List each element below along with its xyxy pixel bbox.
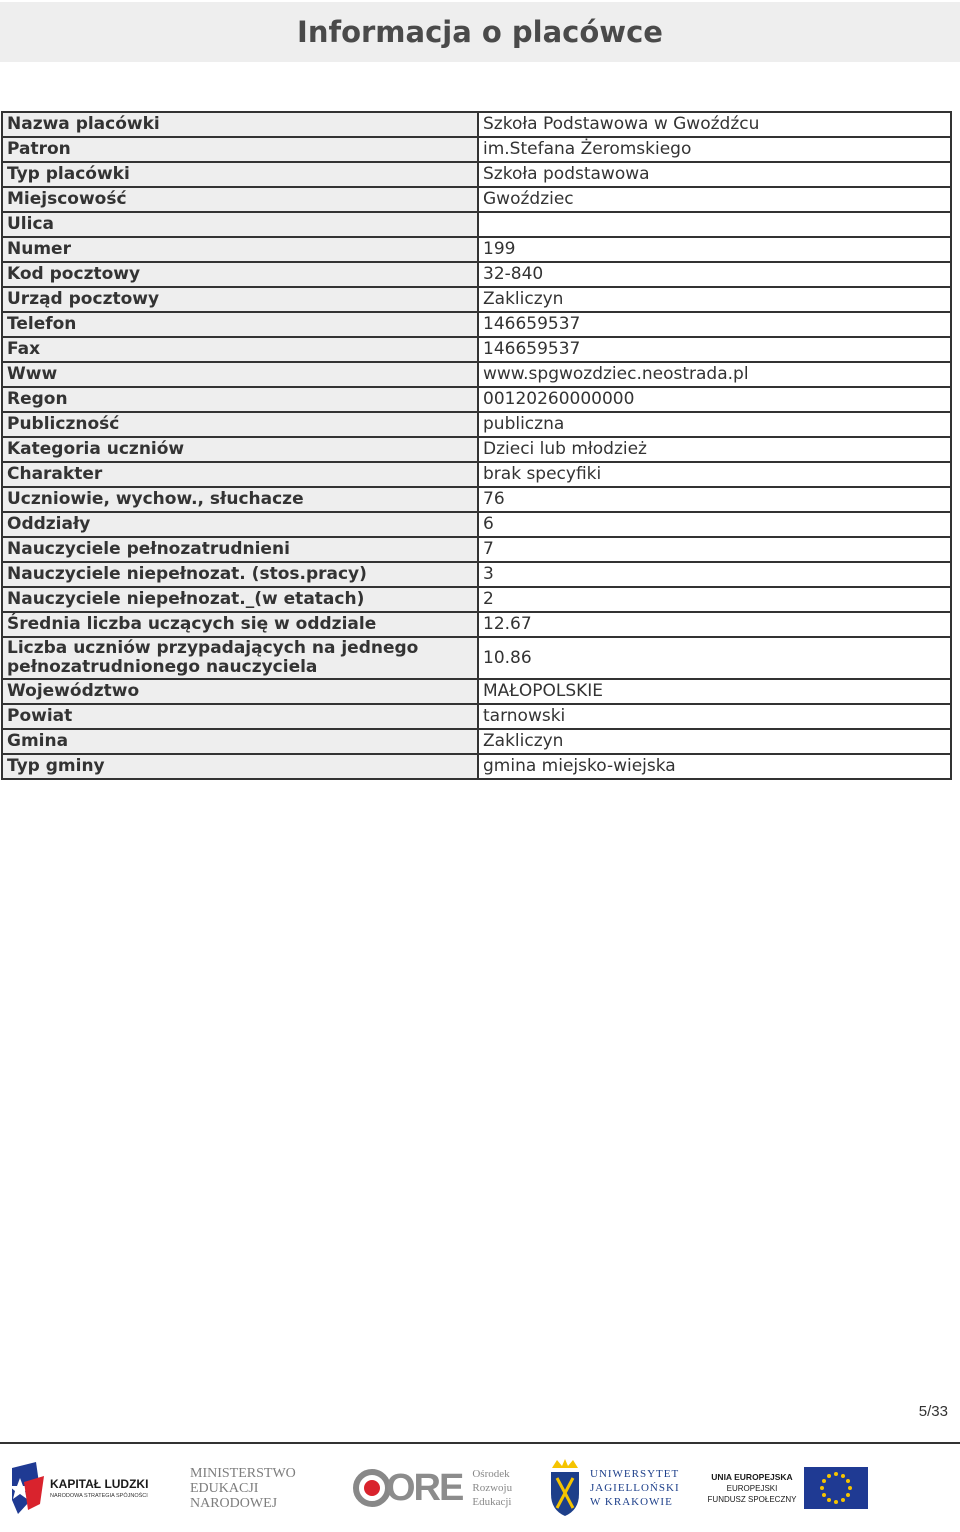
row-value: 146659537 [478,337,951,362]
row-label: Nauczyciele niepełnozat. (stos.pracy) [2,562,478,587]
row-value: gmina miejsko-wiejska [478,754,951,779]
table-row [2,754,951,779]
men-line-1: MINISTERSTWO [190,1465,296,1481]
row-label: Urząd pocztowy [2,287,478,312]
row-label: Typ gminy [2,754,478,779]
row-label: Numer [2,237,478,262]
row-value: 6 [478,512,951,537]
table-row [2,287,951,312]
table-row [2,112,951,137]
row-label: Średnia liczba uczących się w oddziale [2,612,478,637]
table-row [2,212,951,237]
ore-mark: ORE [386,1466,463,1509]
table-row [2,704,951,729]
table-row [2,312,951,337]
row-value: Zakliczyn [478,287,951,312]
row-label: Powiat [2,704,478,729]
kapital-ludzki-star-icon [10,1460,44,1516]
table-row [2,537,951,562]
row-label: Telefon [2,312,478,337]
men-line-2: EDUKACJI [190,1480,259,1496]
row-label: Fax [2,337,478,362]
table-row [2,729,951,754]
row-value: 146659537 [478,312,951,337]
table-row [2,187,951,212]
table-row [2,637,951,679]
uj-line-3: W KRAKOWIE [590,1496,673,1508]
row-label: Regon [2,387,478,412]
ue-line-2: EUROPEJSKI [726,1483,778,1493]
table-row [2,137,951,162]
uj-line-1: UNIWERSYTET [590,1468,680,1480]
table-row [2,337,951,362]
row-label: Miejscowość [2,187,478,212]
ore-line-3: Edukacji [472,1496,512,1508]
eu-flag-icon [804,1467,868,1509]
row-label: Uczniowie, wychow., słuchacze [2,487,478,512]
ue-line-1: UNIA EUROPEJSKA [711,1471,793,1482]
row-label: Kategoria uczniów [2,437,478,462]
row-label: Nazwa placówki [2,112,478,137]
table-row [2,437,951,462]
page-title: Informacja o placówce [297,15,663,49]
table-row [2,237,951,262]
row-label: Publiczność [2,412,478,437]
row-value: tarnowski [478,704,951,729]
row-value: 32-840 [478,262,951,287]
row-value: Szkoła Podstawowa w Gwoźdźcu [478,112,951,137]
kapital-ludzki-name: KAPITAŁ LUDZKI [50,1477,149,1491]
row-label: Patron [2,137,478,162]
row-value: Gwoździec [478,187,951,212]
table-row [2,412,951,437]
row-label: Charakter [2,462,478,487]
row-label: Nauczyciele pełnozatrudnieni [2,537,478,562]
row-value: 3 [478,562,951,587]
title-bar [0,2,960,62]
row-label: Gmina [2,729,478,754]
row-value: MAŁOPOLSKIE [478,679,951,704]
table-row [2,512,951,537]
row-value: publiczna [478,412,951,437]
table-row [2,387,951,412]
row-label: Typ placówki [2,162,478,187]
kapital-ludzki-tagline: NARODOWA STRATEGIA SPÓJNOŚCI [50,1493,148,1499]
page-number: 5/33 [918,1403,948,1420]
table-row [2,612,951,637]
ue-line-3: FUNDUSZ SPOŁECZNY [707,1494,797,1504]
uj-logo [548,1452,688,1524]
ore-logo [352,1452,522,1524]
ore-line-1: Ośrodek [472,1468,510,1480]
row-label: Ulica [2,212,478,237]
footer-divider [0,1442,960,1444]
row-value: im.Stefana Żeromskiego [478,137,951,162]
table-row [2,362,951,387]
men-line-3: NARODOWEJ [190,1495,278,1511]
kapital-ludzki-logo [10,1452,170,1524]
uj-crest-icon [548,1458,582,1518]
row-label: Województwo [2,679,478,704]
row-value: 12.67 [478,612,951,637]
uj-line-2: JAGIELLOŃSKI [590,1482,680,1494]
row-value: 7 [478,537,951,562]
row-value: 76 [478,487,951,512]
row-value: brak specyfiki [478,462,951,487]
row-value: 00120260000000 [478,387,951,412]
row-value: Zakliczyn [478,729,951,754]
men-logo [190,1452,320,1524]
row-label: Kod pocztowy [2,262,478,287]
info-table [1,111,952,780]
table-row [2,487,951,512]
row-label: Nauczyciele niepełnozat._(w etatach) [2,587,478,612]
ore-line-2: Rozwoju [472,1482,513,1494]
row-label: Liczba uczniów przypadających na jednego pełnozatrudnionego nauczyciela [2,637,478,679]
row-value: 2 [478,587,951,612]
table-row [2,262,951,287]
row-value: 10.86 [478,637,951,679]
table-row [2,462,951,487]
table-row [2,679,951,704]
footer-logos [0,1452,960,1524]
row-label: Oddziały [2,512,478,537]
row-value: Dzieci lub młodzież [478,437,951,462]
row-value [478,212,951,237]
row-value: Szkoła podstawowa [478,162,951,187]
ue-efs-logo [706,1452,871,1524]
row-value: 199 [478,237,951,262]
row-label: Www [2,362,478,387]
table-row [2,587,951,612]
table-row [2,562,951,587]
table-row [2,162,951,187]
row-value: www.spgwozdziec.neostrada.pl [478,362,951,387]
